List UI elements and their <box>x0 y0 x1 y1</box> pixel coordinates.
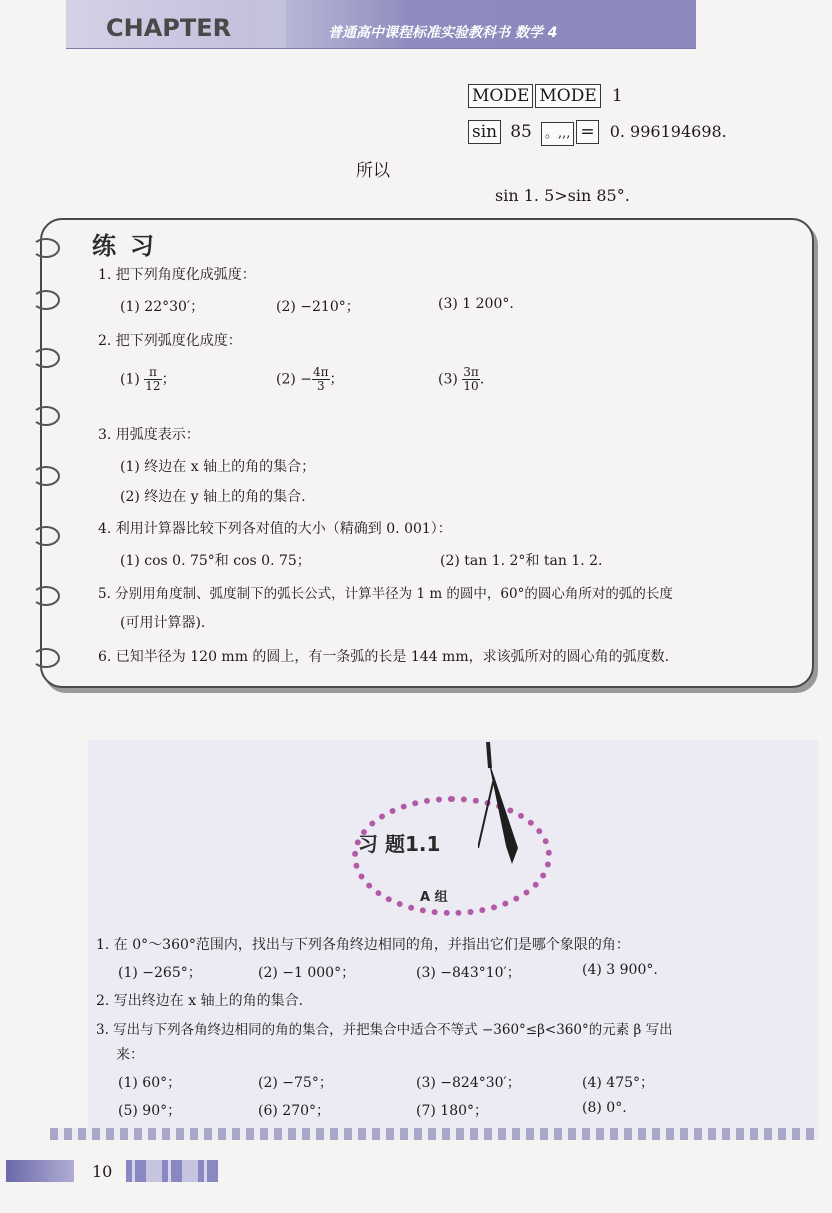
fraction <box>312 366 330 393</box>
exercise-group-label: A 组 <box>420 890 448 905</box>
exercise-3-f: (6) 270°； <box>258 1103 331 1119</box>
exercise-3-g: (7) 180°； <box>416 1103 489 1119</box>
practice-q1-c: (3) 1 200°. <box>438 296 514 312</box>
q2-a-prefix: (1) <box>120 371 140 388</box>
numerator: 3π <box>463 365 479 379</box>
page-header <box>66 0 696 49</box>
practice-q1-b: (2) −210°； <box>276 299 360 315</box>
mode-number: 1 <box>611 86 623 106</box>
exercise-title: 习 题1.1 <box>358 832 441 856</box>
calc-result: 0. 996194698. <box>609 122 727 141</box>
practice-q1: 1. 把下列角度化成弧度： <box>98 267 256 283</box>
denominator: 10 <box>463 379 479 393</box>
q2-c-suffix: . <box>479 371 485 388</box>
denominator: 12 <box>145 379 161 393</box>
practice-q5-line1: 5. 分别用角度制、弧度制下的弧长公式，计算半径为 1 m 的圆中，60°的圆心角所对的弧的长度 <box>98 586 673 602</box>
exercise-3-line2: 来： <box>116 1047 144 1063</box>
binder-ring <box>32 466 60 486</box>
q2-b-prefix: (2) − <box>276 371 313 388</box>
footer-color-bar <box>6 1160 74 1182</box>
practice-q5-line2: (可用计算器). <box>120 615 206 631</box>
mode-key: MODE <box>468 84 533 108</box>
practice-q6: 6. 已知半径为 120 mm 的圆上，有一条弧的长是 144 mm，求该弧所对的圆心角的弧度数. <box>98 649 670 665</box>
fraction <box>462 366 480 393</box>
exercise-1-b: (2) −1 000°； <box>258 965 356 981</box>
practice-q3-b: (2) 终边在 y 轴上的角的集合. <box>120 489 306 505</box>
sin-key: sin <box>468 120 501 144</box>
exercise-3-h: (8) 0°. <box>582 1100 627 1116</box>
binder-ring <box>32 586 60 606</box>
sin-argument: 85 <box>510 122 532 142</box>
practice-q3: 3. 用弧度表示： <box>98 427 200 443</box>
exercise-1-a: (1) −265°； <box>118 965 202 981</box>
practice-q1-a: (1) 22°30′； <box>120 299 205 315</box>
practice-q2-a <box>120 366 176 393</box>
exercise-3-line1: 3. 写出与下列各角终边相同的角的集合，并把集合中适合不等式 −360°≤β<360°的元素 β 写出 <box>96 1022 673 1038</box>
exercise-3-d: (4) 475°； <box>582 1075 655 1091</box>
exercise-dashed-border <box>50 1128 815 1140</box>
calc-mode-line <box>468 84 623 108</box>
exercise-3-c: (3) −824°30′； <box>416 1075 521 1091</box>
practice-q4-a: (1) cos 0. 75°和 cos 0. 75； <box>120 553 311 569</box>
exercise-1-d: (4) 3 900°. <box>582 962 658 978</box>
binder-ring <box>32 406 60 426</box>
exercise-2: 2. 写出终边在 x 轴上的角的集合. <box>96 993 304 1009</box>
exercise-1-c: (3) −843°10′； <box>416 965 521 981</box>
header-accent-bar <box>256 0 286 48</box>
conclusion-text: sin 1. 5>sin 85°. <box>495 186 630 205</box>
binder-ring <box>32 526 60 546</box>
book-title: 普通高中课程标准实验教科书 数学 4 <box>328 25 558 41</box>
equals-key: = <box>576 120 598 144</box>
numerator: π <box>144 366 161 380</box>
compass-icon <box>478 738 538 878</box>
binder-ring <box>32 290 60 310</box>
practice-q4: 4. 利用计算器比较下列各对值的大小（精确到 0. 001）： <box>98 521 452 537</box>
chapter-label: CHAPTER <box>106 14 232 42</box>
fraction <box>144 366 161 393</box>
q2-b-suffix: ； <box>329 371 344 388</box>
practice-q4-b: (2) tan 1. 2°和 tan 1. 2. <box>440 553 603 569</box>
q2-c-prefix: (3) <box>438 371 458 388</box>
practice-q3-a: (1) 终边在 x 轴上的角的集合； <box>120 459 316 475</box>
so-text: 所以 <box>356 161 390 181</box>
degree-key: 。,,, <box>541 122 574 146</box>
exercise-3-a: (1) 60°； <box>118 1075 182 1091</box>
q2-a-suffix: ； <box>161 371 176 388</box>
mode-key: MODE <box>535 84 600 108</box>
binder-ring <box>32 238 60 258</box>
calc-sin-line <box>468 120 727 146</box>
practice-q2-b <box>276 366 344 393</box>
denominator: 3 <box>316 379 325 393</box>
exercise-3-b: (2) −75°； <box>258 1075 333 1091</box>
practice-title: 练习 <box>92 232 168 260</box>
exercise-1: 1. 在 0°～360°范围内，找出与下列各角终边相同的角，并指出它们是哪个象限的角： <box>96 937 630 953</box>
exercise-3-e: (5) 90°； <box>118 1103 182 1119</box>
binder-ring <box>32 348 60 368</box>
practice-q2-c <box>438 366 484 393</box>
numerator: 4π <box>313 365 329 379</box>
page-number: 10 <box>92 1162 113 1181</box>
binder-ring <box>32 648 60 668</box>
footer-pattern-bar <box>126 1160 218 1182</box>
practice-q2: 2. 把下列弧度化成度： <box>98 333 242 349</box>
